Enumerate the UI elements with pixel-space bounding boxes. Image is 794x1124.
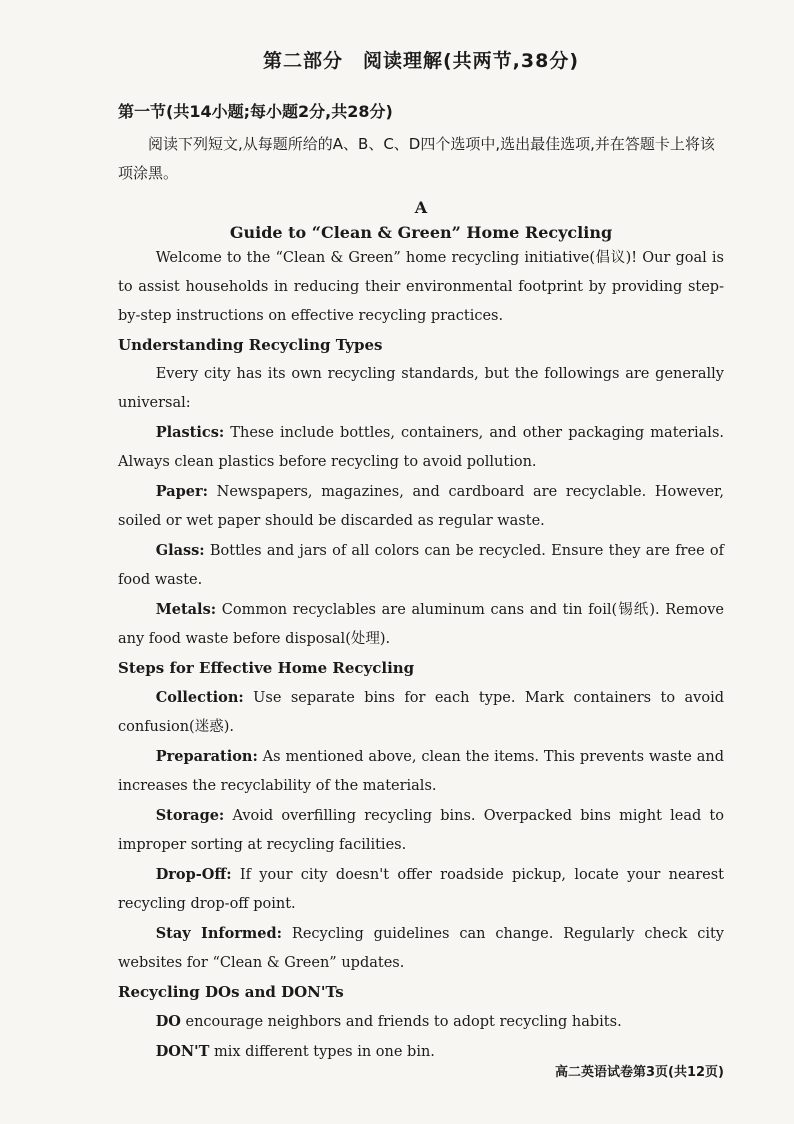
dont-term: DON'T xyxy=(155,1043,210,1060)
type-item-glass xyxy=(118,536,724,595)
do-item xyxy=(118,1007,724,1037)
part-title: 第二部分 阅读理解(共两节,38分) xyxy=(262,50,580,72)
step-item-preparation xyxy=(118,742,724,801)
type-term: Plastics: xyxy=(155,424,225,441)
step-term: Drop-Off: xyxy=(155,866,232,883)
directions: 阅读下列短文,从每题所给的A、B、C、D四个选项中,选出最佳选项,并在答题卡上将该项涂黑。 xyxy=(118,135,715,182)
types-intro: Every city has its own recycling standards, but the followings are generally universal: xyxy=(118,366,724,411)
type-text: These include bottles, containers, and other packaging materials. Always clean plastics before recycling to avoid pollution. xyxy=(118,425,724,470)
dont-text: mix different types in one bin. xyxy=(209,1044,435,1060)
step-term: Collection: xyxy=(155,689,244,706)
types-heading: Understanding Recycling Types xyxy=(118,336,383,354)
step-item-stay-informed xyxy=(118,919,724,978)
dos-heading: Recycling DOs and DON'Ts xyxy=(118,983,344,1001)
type-item-metals xyxy=(118,595,724,654)
type-text: Bottles and jars of all colors can be recycled. Ensure they are free of food waste. xyxy=(118,543,724,588)
type-term: Glass: xyxy=(155,542,205,559)
passage-letter: A xyxy=(414,198,428,217)
type-item-paper xyxy=(118,477,724,536)
step-term: Storage: xyxy=(155,807,225,824)
type-text: Newspapers, magazines, and cardboard are recyclable. However, soiled or wet paper should be discarded as regular waste. xyxy=(118,484,724,529)
step-text: Use separate bins for each type. Mark containers to avoid confusion(迷惑). xyxy=(118,690,724,735)
step-text: Recycling guidelines can change. Regularly check city websites for “Clean & Green” updates. xyxy=(118,926,724,971)
type-item-plastics xyxy=(118,418,724,477)
step-text: If your city doesn't offer roadside pickup, locate your nearest recycling drop-off point. xyxy=(118,867,724,912)
passage-intro: Welcome to the “Clean & Green” home recycling initiative(倡议)! Our goal is to assist households in reducing their environmental footprint by providing step-by-step instructions on effective recycling practices. xyxy=(118,250,724,324)
step-term: Stay Informed: xyxy=(155,925,282,942)
step-item-collection xyxy=(118,683,724,742)
step-term: Preparation: xyxy=(155,748,258,765)
do-term: DO xyxy=(155,1013,181,1030)
type-text: Common recyclables are aluminum cans and tin foil(锡纸). Remove any food waste before disposal(处理). xyxy=(118,602,724,647)
type-term: Paper: xyxy=(155,483,208,500)
section-title: 第一节(共14小题;每小题2分,共28分) xyxy=(118,102,393,121)
do-text: encourage neighbors and friends to adopt recycling habits. xyxy=(180,1014,622,1030)
passage-title: Guide to “Clean & Green” Home Recycling xyxy=(229,223,613,242)
step-text: As mentioned above, clean the items. This prevents waste and increases the recyclability of the materials. xyxy=(118,749,724,794)
step-item-drop-off xyxy=(118,860,724,919)
step-text: Avoid overfilling recycling bins. Overpacked bins might lead to improper sorting at recycling facilities. xyxy=(118,808,724,853)
steps-heading: Steps for Effective Home Recycling xyxy=(118,659,415,677)
type-term: Metals: xyxy=(155,601,217,618)
page-footer: 高二英语试卷第3页(共12页) xyxy=(554,1065,724,1080)
step-item-storage xyxy=(118,801,724,860)
